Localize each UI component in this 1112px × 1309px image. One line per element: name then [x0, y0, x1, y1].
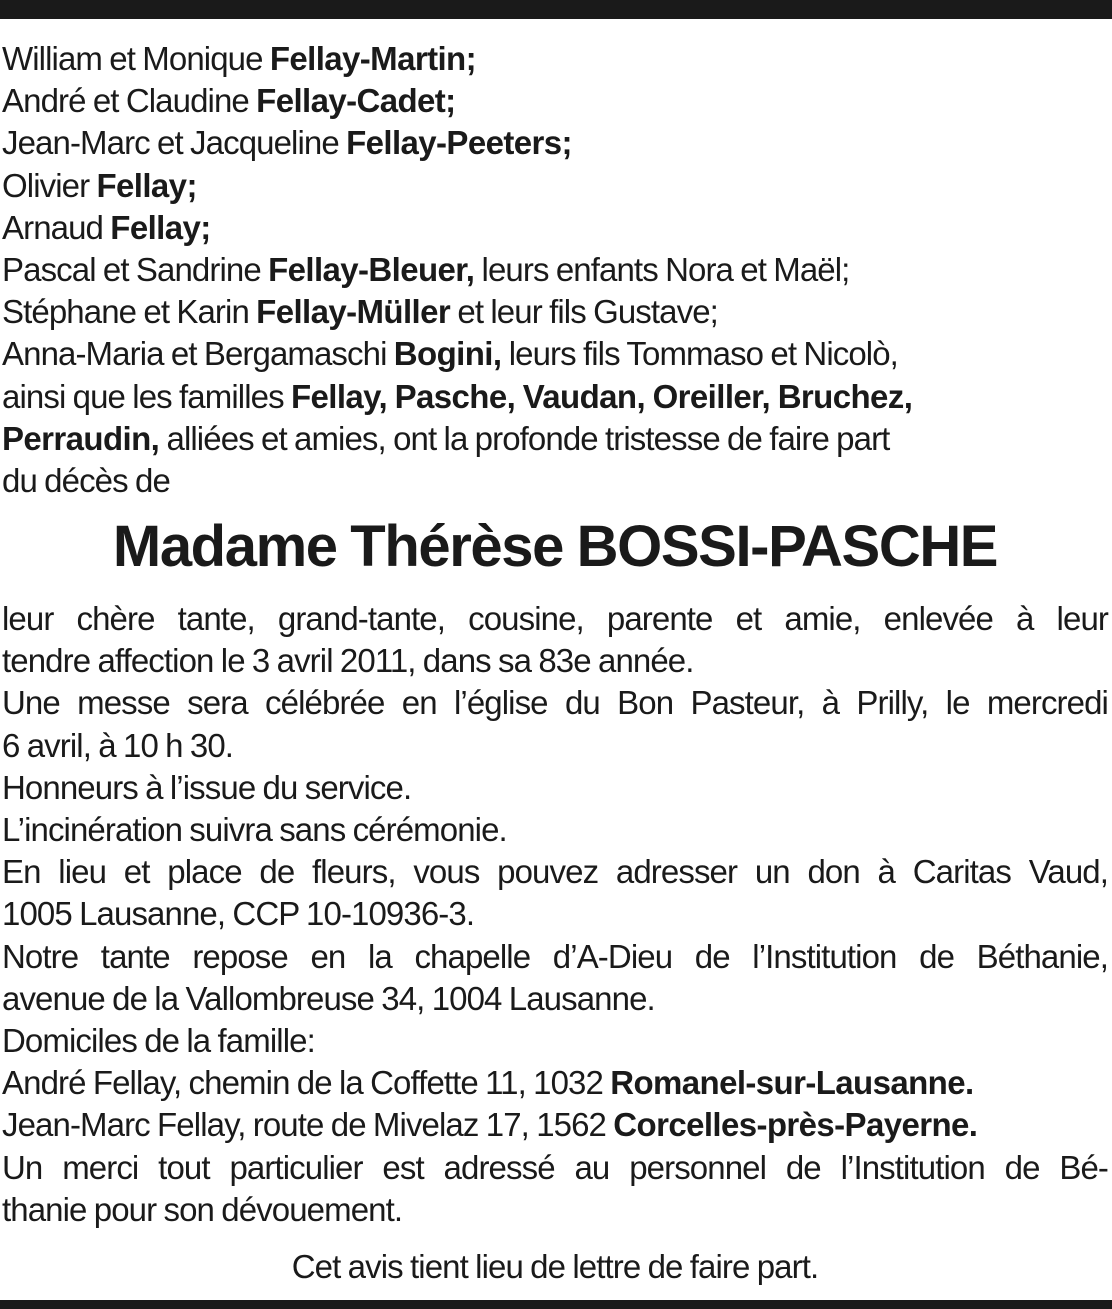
body-line-1: leur chère tante, grand-tante, cousine, parente et amie, enlevée à leur: [2, 600, 1108, 638]
bottom-rule: [0, 1300, 1112, 1309]
body-line-9: Notre tante repose en la chapelle d’A-Dieu de l’Institution de Béthanie,: [2, 937, 1108, 975]
top-rule: [0, 0, 1112, 19]
family-line-9: ainsi que les familles Fellay, Pasche, Vaudan, Oreiller, Bruchez,: [2, 377, 913, 415]
family-line-11: du décès de: [2, 461, 170, 499]
family-line-10: Perraudin, alliées et amies, ont la profonde tristesse de faire part: [2, 419, 890, 457]
family-line-6: Pascal et Sandrine Fellay-Bleuer, leurs enfants Nora et Maël;: [2, 250, 850, 288]
body-line-13: Jean-Marc Fellay, route de Mivelaz 17, 1562 Corcelles-près-Payerne.: [2, 1106, 978, 1144]
body-line-10: avenue de la Vallombreuse 34, 1004 Lausanne.: [2, 979, 655, 1017]
deceased-name: Madame Thérèse BOSSI-PASCHE: [112, 514, 998, 580]
closing-line: Cet avis tient lieu de lettre de faire part.: [291, 1247, 819, 1285]
body-line-3: Une messe sera célébrée en l’église du Bon Pasteur, à Prilly, le mercredi: [2, 684, 1108, 722]
body-line-4: 6 avril, à 10 h 30.: [2, 726, 234, 764]
body-line-12: André Fellay, chemin de la Coffette 11, 1032 Romanel-sur-Lausanne.: [2, 1064, 974, 1102]
family-list: [2, 38, 1108, 502]
family-line-7: Stéphane et Karin Fellay-Müller et leur fils Gustave;: [2, 293, 718, 331]
body-line-6: L’incinération suivra sans cérémonie.: [2, 811, 507, 848]
family-line-5: Arnaud Fellay;: [2, 208, 211, 246]
body-line-8: 1005 Lausanne, CCP 10-10936-3.: [2, 895, 475, 933]
body-line-15: thanie pour son dévouement.: [2, 1190, 403, 1228]
body-line-11: Domiciles de la famille:: [2, 1021, 315, 1059]
notice-body: [2, 598, 1108, 1231]
family-line-2: André et Claudine Fellay-Cadet;: [2, 82, 456, 120]
body-line-5: Honneurs à l’issue du service.: [2, 768, 412, 806]
obituary-notice: [2, 38, 1108, 1288]
family-line-3: Jean-Marc et Jacqueline Fellay-Peeters;: [2, 124, 572, 162]
family-line-1: William et Monique Fellay-Martin;: [2, 40, 476, 77]
family-line-8: Anna-Maria et Bergamaschi Bogini, leurs fils Tommaso et Nicolò,: [2, 335, 898, 373]
body-line-14: Un merci tout particulier est adressé au personnel de l’Institution de Bé-: [2, 1148, 1108, 1186]
body-line-7: En lieu et place de fleurs, vous pouvez adresser un don à Caritas Vaud,: [2, 853, 1108, 891]
body-line-2: tendre affection le 3 avril 2011, dans sa 83e année.: [2, 642, 694, 680]
family-line-4: Olivier Fellay;: [2, 166, 197, 204]
